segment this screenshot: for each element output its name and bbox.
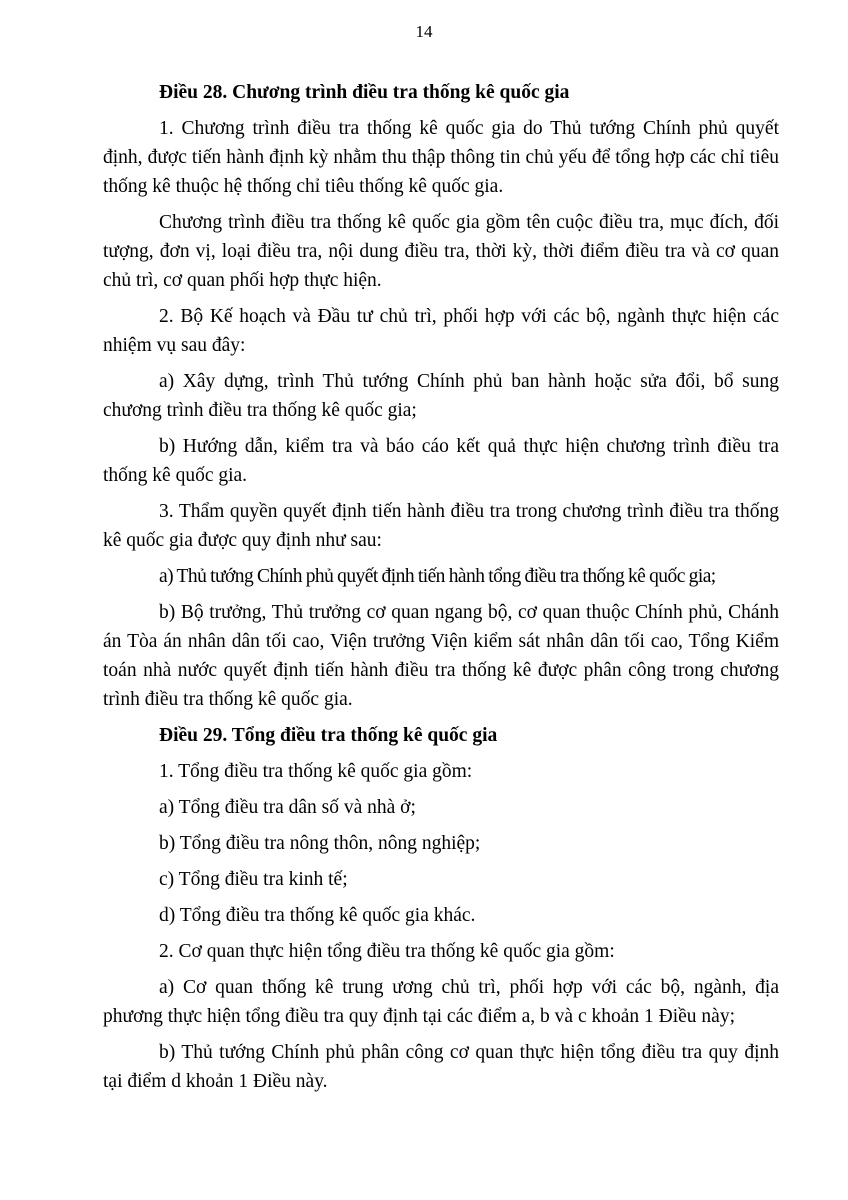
- article-29-clause-1-point-c: c) Tổng điều tra kinh tế;: [159, 869, 348, 890]
- article-29-clause-1-point-b: b) Tổng điều tra nông thôn, nông nghiệp;: [159, 833, 481, 854]
- page-number: 14: [415, 22, 433, 41]
- article-28-clause-3-point-a: a) Thủ tướng Chính phủ quyết định tiến hành tổng điều tra thống kê quốc gia;: [159, 566, 716, 587]
- article-28-clause-1-detail: Chương trình điều tra thống kê quốc gia gồm tên cuộc điều tra, mục đích, đối tượng, đơn vị, loại điều tra, nội dung điều tra, thời kỳ, thời điểm điều tra và cơ quan chủ trì, cơ quan phối hợp thực hiện.: [103, 212, 779, 291]
- article-28: [103, 78, 779, 714]
- article-28-clause-1: 1. Chương trình điều tra thống kê quốc gia do Thủ tướng Chính phủ quyết định, được tiến hành định kỳ nhằm thu thập thông tin chủ yếu để tổng hợp các chỉ tiêu thống kê thuộc hệ thống chỉ tiêu thống kê quốc gia.: [103, 118, 779, 197]
- article-28-clause-3: 3. Thẩm quyền quyết định tiến hành điều tra trong chương trình điều tra thống kê quốc gia được quy định như sau:: [103, 501, 779, 551]
- article-28-clause-2: 2. Bộ Kế hoạch và Đầu tư chủ trì, phối hợp với các bộ, ngành thực hiện các nhiệm vụ sau đây:: [103, 306, 779, 356]
- document-body: [103, 78, 779, 1103]
- article-29-clause-1: 1. Tổng điều tra thống kê quốc gia gồm:: [159, 761, 473, 782]
- article-29-clause-2: 2. Cơ quan thực hiện tổng điều tra thống kê quốc gia gồm:: [159, 941, 615, 962]
- article-29: [103, 721, 779, 1096]
- article-29-clause-2-point-b: b) Thủ tướng Chính phủ phân công cơ quan thực hiện tổng điều tra quy định tại điểm d khoản 1 Điều này.: [103, 1042, 779, 1092]
- article-28-clause-3-point-b: b) Bộ trưởng, Thủ trưởng cơ quan ngang bộ, cơ quan thuộc Chính phủ, Chánh án Tòa án nhân dân tối cao, Viện trưởng Viện kiểm sát nhân dân tối cao, Tổng Kiểm toán nhà nước quyết định tiến hành điều tra thống kê được phân công trong chương trình điều tra thống kê quốc gia.: [103, 602, 779, 710]
- article-28-clause-2-point-a: a) Xây dựng, trình Thủ tướng Chính phủ ban hành hoặc sửa đổi, bổ sung chương trình điều tra thống kê quốc gia;: [103, 371, 779, 421]
- article-29-clause-1-point-d: d) Tổng điều tra thống kê quốc gia khác.: [159, 905, 476, 926]
- article-29-clause-2-point-a: a) Cơ quan thống kê trung ương chủ trì, phối hợp với các bộ, ngành, địa phương thực hiện tổng điều tra quy định tại các điểm a, b và c khoản 1 Điều này;: [103, 977, 779, 1027]
- article-28-title: Điều 28. Chương trình điều tra thống kê quốc gia: [159, 82, 570, 103]
- article-29-clause-1-point-a: a) Tổng điều tra dân số và nhà ở;: [159, 797, 416, 818]
- article-29-title: Điều 29. Tổng điều tra thống kê quốc gia: [159, 725, 498, 746]
- article-28-clause-2-point-b: b) Hướng dẫn, kiểm tra và báo cáo kết quả thực hiện chương trình điều tra thống kê quốc gia.: [103, 436, 779, 486]
